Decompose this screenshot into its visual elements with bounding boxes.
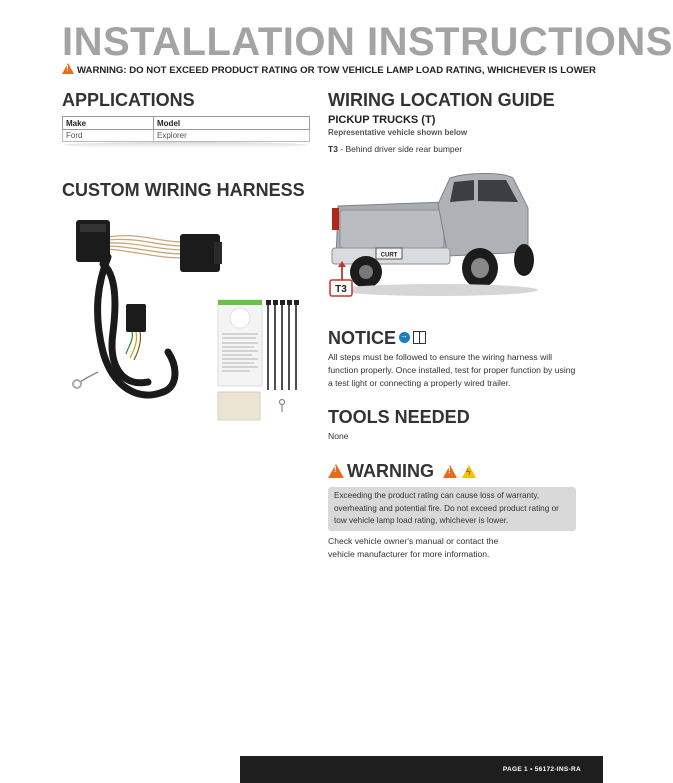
header-warning-text: WARNING: DO NOT EXCEED PRODUCT RATING OR TOW VEHICLE LAMP LOAD RATING, WHICHEVER IS LOWER [77,65,596,76]
applications-table [62,116,310,142]
tools-text: None [328,431,349,441]
screw [280,400,285,405]
footer-text: PAGE 1 • 56172-INS-RA [502,766,581,773]
4-pin-connector [126,304,146,332]
tailgate [340,210,444,248]
warning-icon [62,63,74,74]
notice-heading-row [328,328,426,349]
notice-text: All steps must be followed to ensure the wiring harness will function properly. Once installed, test for proper function by using a test light or connecting a properly wired trailer. [328,352,576,388]
electrical-hazard-icon [462,465,476,478]
warning-icon [328,464,344,478]
harness-image [68,212,308,427]
cell-make: Ford [63,130,154,142]
applications-heading: APPLICATIONS [62,90,195,110]
representative-note: Representative vehicle shown below [328,128,468,137]
adhesive-pad [218,392,260,420]
page-title: INSTALLATION INSTRUCTIONS [62,20,673,64]
location-code: T3 [328,144,338,154]
col-make: Make [63,117,154,130]
footer-bar [240,756,603,783]
warning-after-text: Check vehicle owner's manual or contact the vehicle manufacturer for more information. [328,536,499,559]
book-icon [413,331,426,344]
plate-text: CURT [380,252,398,259]
header-warning [62,63,596,76]
location-text: - Behind driver side rear bumper [340,144,463,154]
notice-heading: NOTICE [328,328,397,348]
truck-image [328,168,542,300]
wire-bundle [108,236,183,258]
warning-heading: WARNING [347,461,434,481]
cell-model: Explorer [154,130,310,142]
harness-heading: CUSTOM WIRING HARNESS [62,180,305,200]
warning-icon-2 [443,465,457,478]
arrow-circle-icon [399,332,410,343]
table-row [63,130,310,142]
table-shadow [64,142,308,148]
warning-heading-row [328,461,476,482]
wiring-guide-heading: WIRING LOCATION GUIDE [328,90,555,110]
vehicle-type: PICKUP TRUCKS (T) [328,114,436,126]
tools-heading: TOOLS NEEDED [328,407,470,427]
ground-ring [73,380,81,388]
tail-light [332,208,339,230]
location-line [328,144,462,154]
cable-ties [268,304,296,390]
warning-box: Exceeding the product rating can cause loss of warranty, overheating and potential fire. Do not exceed product rating or tow vehicle lamp load rating, whichever is lower. [328,487,576,531]
table-header-row [63,117,310,130]
col-model: Model [154,117,310,130]
badge-text: T3 [335,284,347,295]
